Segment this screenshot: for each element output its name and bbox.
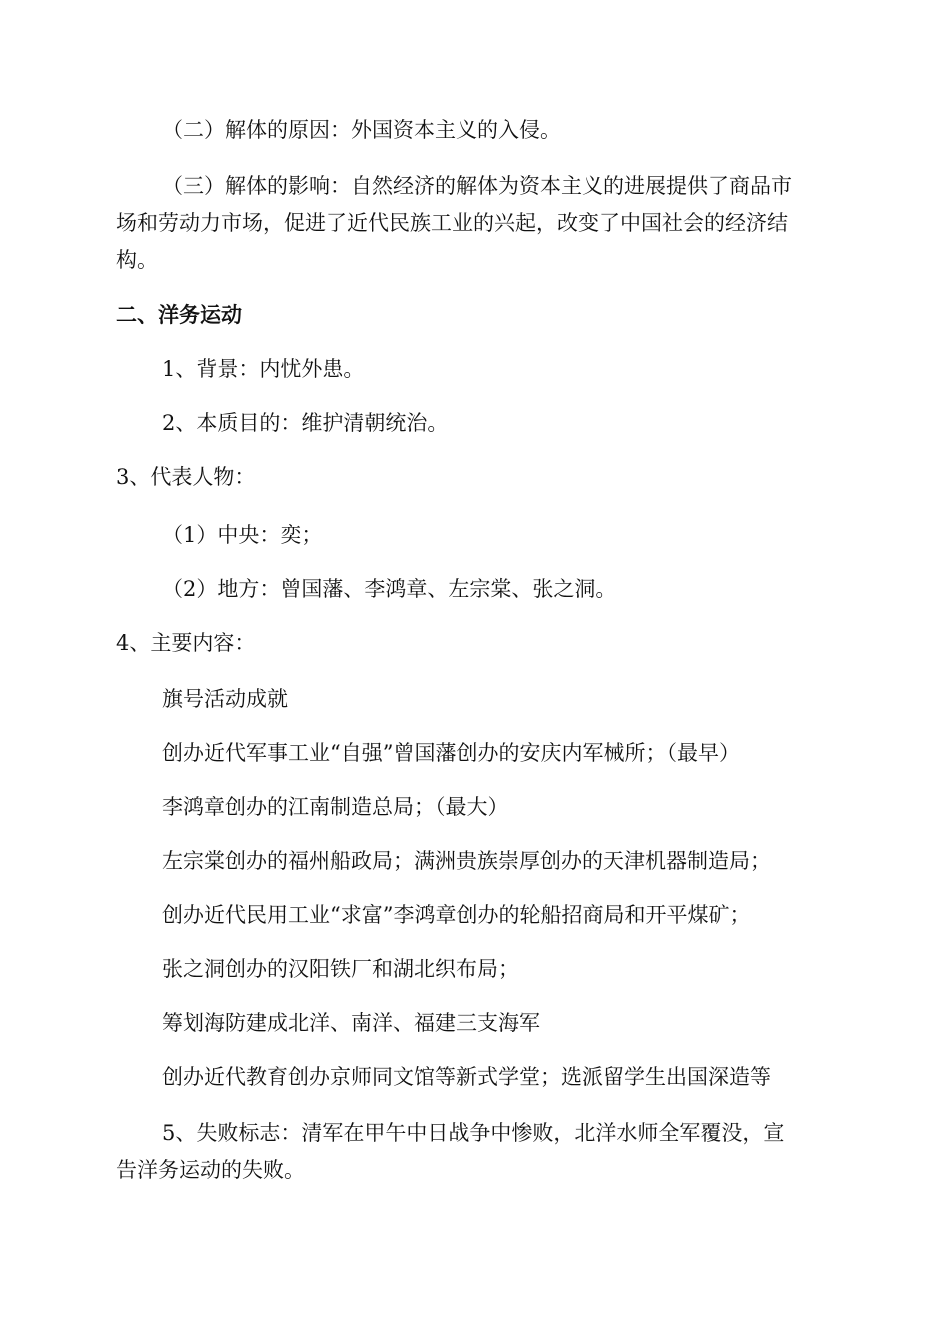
item-background: 1、背景：内忧外患。 (162, 357, 365, 381)
content-row-military-3: 左宗棠创办的福州船政局；满洲贵族崇厚创办的天津机器制造局； (162, 849, 771, 873)
paragraph-disintegration-cause: （二）解体的原因：外国资本主义的入侵。 (162, 118, 561, 142)
paragraph-disintegration-impact-line-1: （三）解体的影响：自然经济的解体为资本主义的进展提供了商品市 (162, 174, 792, 198)
item-main-content: 4、主要内容： (116, 631, 256, 655)
section-heading-westernization: 二、洋务运动 (116, 302, 242, 327)
item-representatives: 3、代表人物： (116, 465, 256, 489)
paragraph-disintegration-impact-line-2: 场和劳动力市场，促进了近代民族工业的兴起，改变了中国社会的经济结 (116, 211, 788, 235)
paragraph-disintegration-impact-line-3: 构。 (116, 248, 158, 272)
content-row-military-2: 李鸿章创办的江南制造总局；（最大） (162, 795, 509, 819)
content-row-military-1: 创办近代军事工业“自强”曾国藩创办的安庆内军械所；（最早） (162, 741, 740, 765)
item-failure-line-1: 5、失败标志：清军在甲午中日战争中惨败，北洋水师全军覆没，宣 (162, 1121, 785, 1145)
content-row-civil-2: 张之洞创办的汉阳铁厂和湖北织布局； (162, 957, 519, 981)
item-purpose: 2、本质目的：维护清朝统治。 (162, 411, 449, 435)
item-central: （1）中央：奕； (162, 523, 323, 547)
item-local: （2）地方：曾国藩、李鸿章、左宗棠、张之洞。 (162, 577, 617, 601)
item-failure-line-2: 告洋务运动的失败。 (116, 1158, 305, 1182)
content-row-civil-1: 创办近代民用工业“求富”李鸿章创办的轮船招商局和开平煤矿； (162, 903, 751, 927)
content-row-education: 创办近代教育创办京师同文馆等新式学堂；选派留学生出国深造等 (162, 1065, 771, 1089)
table-header-row: 旗号活动成就 (162, 687, 288, 711)
content-row-navy: 筹划海防建成北洋、南洋、福建三支海军 (162, 1011, 540, 1035)
